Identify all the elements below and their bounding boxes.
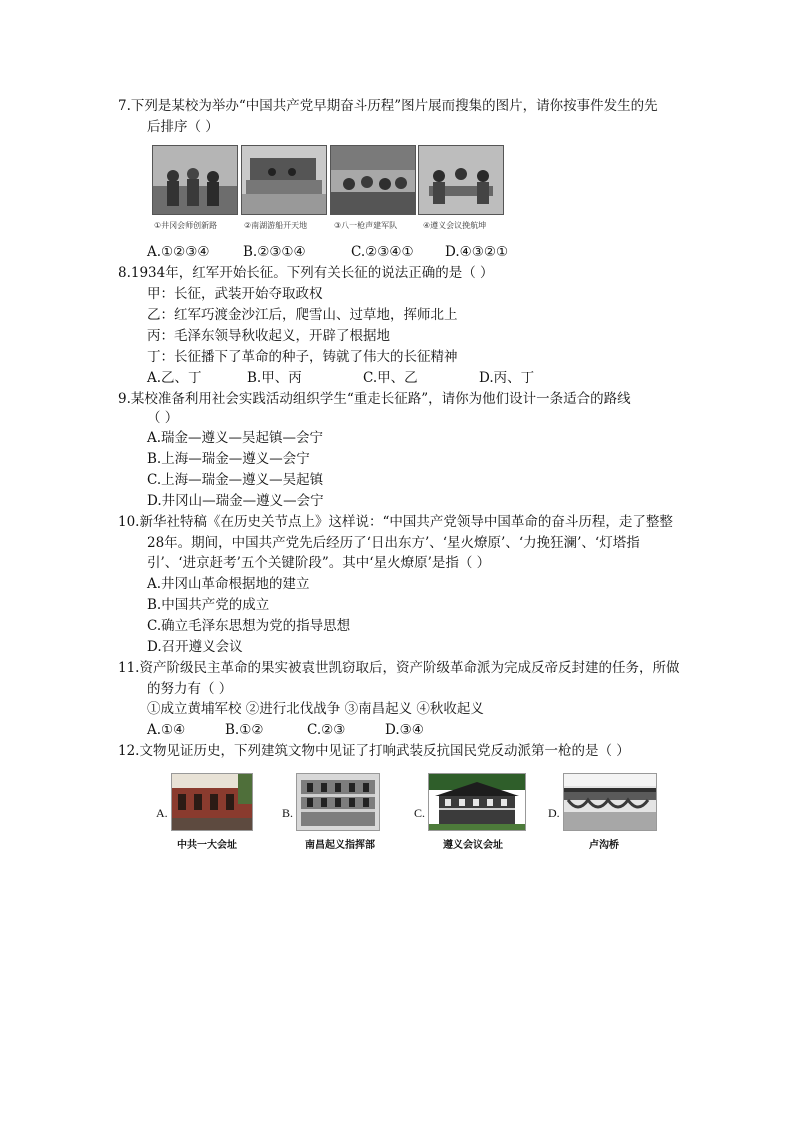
q12-letter-c: C. [414,806,426,820]
q8-item-ding: 丁：长征播下了革命的种子，铸就了伟大的长征精神 [147,349,458,365]
q11-option-d: D.③④ [385,722,424,738]
q7-stem-line2: 后排序（ ） [147,119,219,135]
q8-stem: 8.1934年，红军开始长征。下列有关长征的说法正确的是（ ） [118,265,494,281]
q11-options [147,720,424,740]
q9-stem-line2: （ ） [147,410,179,426]
q12-stem: 12.文物见证历史，下列建筑文物中见证了打响武装反抗国民党反动派第一枪的是（ ） [118,743,630,759]
q8-item-bing: 丙：毛泽东领导秋收起义，开辟了根据地 [147,328,390,344]
q8-item-yi: 乙：红军巧渡金沙江后，爬雪山、过草地，挥师北上 [147,307,458,323]
q7-caption-3: ③八一枪声建军队 [334,221,398,230]
q12-caption-a: 中共一大会址 [177,840,237,851]
q7-option-a: A.①②③④ [147,244,210,260]
q9-option-a: A.瑞金—遵义—吴起镇—会宁 [147,430,324,446]
q8-option-a: A.乙、丁 [147,370,202,386]
q12-letter-a: A. [156,806,168,820]
q12-caption-c: 遵义会议会址 [443,840,503,851]
q8-item-jia: 甲：长征，武装开始夺取政权 [147,286,323,302]
q10-stem-line3: 引’、‘进京赶考’五个关键阶段”。其中‘星火燎原’是指（ ） [147,555,491,571]
q10-option-d: D.召开遵义会议 [147,639,243,655]
q12-letter-d: D. [548,806,560,820]
q7-option-d: D.④③②① [445,244,509,260]
q7-photo-3 [330,145,416,215]
q8-options [147,368,534,388]
q8-option-d: D.丙、丁 [479,370,535,386]
q9-stem-line1: 9.某校准备利用社会实践活动组织学生“重走长征路”，请你为他们设计一条适合的路线 [118,391,631,407]
q9-option-b: B.上海—瑞金—遵义—会宁 [147,451,310,467]
q12-image-a [171,773,253,831]
q11-option-c: C.②③ [307,722,346,738]
q11-items: ①成立黄埔军校 ②进行北伐战争 ③南昌起义 ④秋收起义 [147,701,484,717]
q7-option-c: C.②③④① [351,244,414,260]
q8-option-c: C.甲、乙 [363,370,418,386]
q7-option-b: B.②③①④ [243,244,306,260]
q7-photo-2 [241,145,327,215]
q7-caption-1: ①井冈会师创新路 [154,221,218,230]
q10-stem-line2: 28年。期间，中国共产党先后经历了‘日出东方’、‘星火燎原’、‘力挽狂澜’、‘灯塔指 [147,535,640,551]
q11-option-b: B.①② [225,722,264,738]
q11-stem-line2: 的努力有（ ） [147,681,233,697]
q10-stem-line1: 10.新华社特稿《在历史关节点上》这样说：“中国共产党领导中国革命的奋斗历程，走了整整 [118,514,673,530]
q7-options [147,242,508,262]
q9-option-c: C.上海—瑞金—遵义—吴起镇 [147,472,324,488]
q10-option-b: B.中国共产党的成立 [147,597,270,613]
q9-option-d: D.井冈山—瑞金—遵义—会宁 [147,493,324,509]
q12-image-d [563,773,657,831]
q8-option-b: B.甲、丙 [247,370,302,386]
q12-caption-d: 卢沟桥 [589,840,619,851]
q10-option-c: C.确立毛泽东思想为党的指导思想 [147,618,351,634]
q12-letter-b: B. [282,806,294,820]
q7-stem-line1: 7.下列是某校为举办“中国共产党早期奋斗历程”图片展而搜集的图片，请你按事件发生的先 [118,98,658,114]
q7-photo-1 [152,145,238,215]
q10-option-a: A.井冈山革命根据地的建立 [147,576,310,592]
q7-caption-2: ②南湖游船开天地 [244,221,308,230]
q12-image-b [296,773,380,831]
q7-photo-4 [418,145,504,215]
q7-caption-4: ④遵义会议挽航坤 [423,221,487,230]
q12-caption-b: 南昌起义指挥部 [305,840,375,851]
q11-option-a: A.①④ [147,722,186,738]
q11-stem-line1: 11.资产阶级民主革命的果实被袁世凯窃取后，资产阶级革命派为完成反帝反封建的任务，所做 [118,660,680,676]
q12-image-c [428,773,526,831]
